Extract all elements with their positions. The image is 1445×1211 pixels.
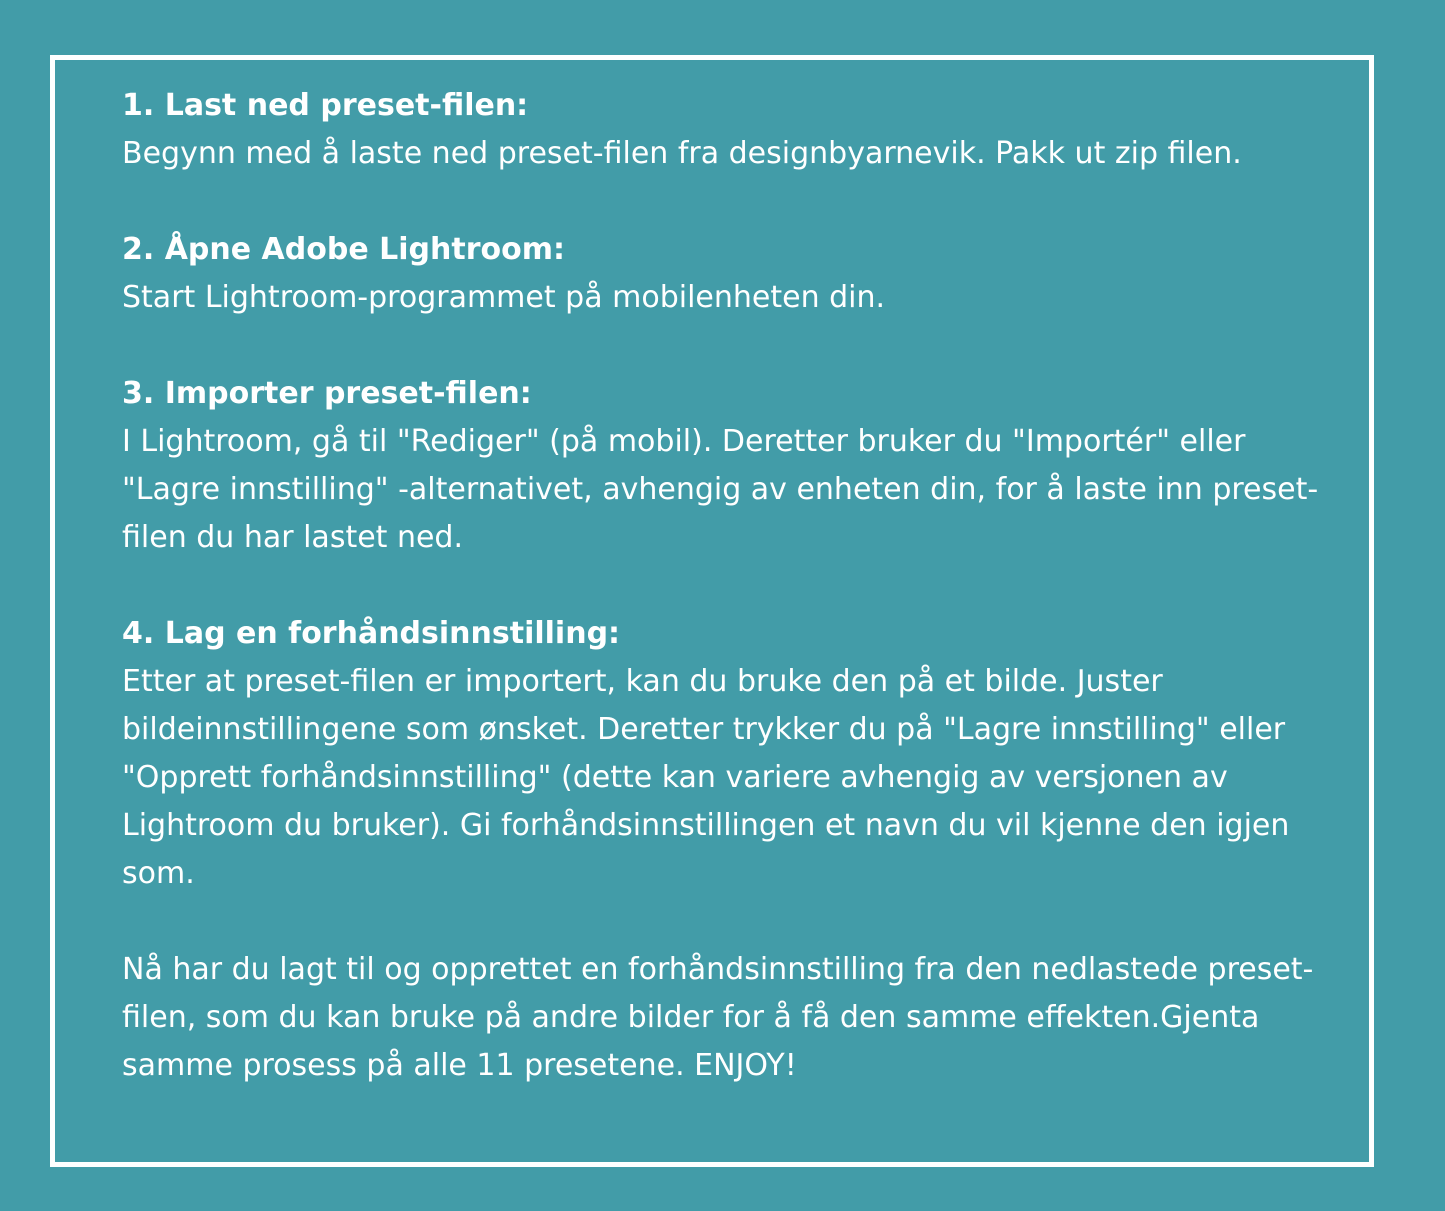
step-body: I Lightroom, gå til "Rediger" (på mobil). Deretter bruker du "Importér" eller "Lagre innstilling" -alternativet, avhengig av enheten din, for å laste inn preset-filen du har lastet ned. bbox=[122, 424, 1319, 555]
closing-paragraph: Nå har du lagt til og opprettet en forhåndsinnstilling fra den nedlastede preset-filen, som du kan bruke på andre bilder for å få den samme effekten.Gjenta samme prosess på alle 11 presetene. ENJOY! bbox=[122, 952, 1314, 1083]
step-body: Etter at preset-filen er importert, kan du bruke den på et bilde. Juster bildeinnstillingene som ønsket. Deretter trykker du på "Lagre innstilling" eller "Opprett forhåndsinnstilling" (dette kan variere avhengig av versjonen av Lightroom du bruker). Gi forhåndsinnstillingen et navn du vil kjenne den igjen som. bbox=[122, 664, 1290, 891]
step-title: 4. Lag en forhåndsinnstilling: bbox=[122, 616, 621, 651]
step-title: 3. Importer preset-filen: bbox=[122, 376, 532, 411]
step-2 bbox=[122, 226, 1322, 322]
instructions bbox=[122, 82, 1322, 1090]
step-3 bbox=[122, 370, 1322, 562]
step-1 bbox=[122, 82, 1322, 178]
step-title: 2. Åpne Adobe Lightroom: bbox=[122, 232, 565, 267]
step-4 bbox=[122, 610, 1322, 898]
step-title: 1. Last ned preset-filen: bbox=[122, 88, 529, 123]
step-body: Start Lightroom-programmet på mobilenheten din. bbox=[122, 280, 886, 315]
step-body: Begynn med å laste ned preset-filen fra designbyarnevik. Pakk ut zip filen. bbox=[122, 136, 1242, 171]
